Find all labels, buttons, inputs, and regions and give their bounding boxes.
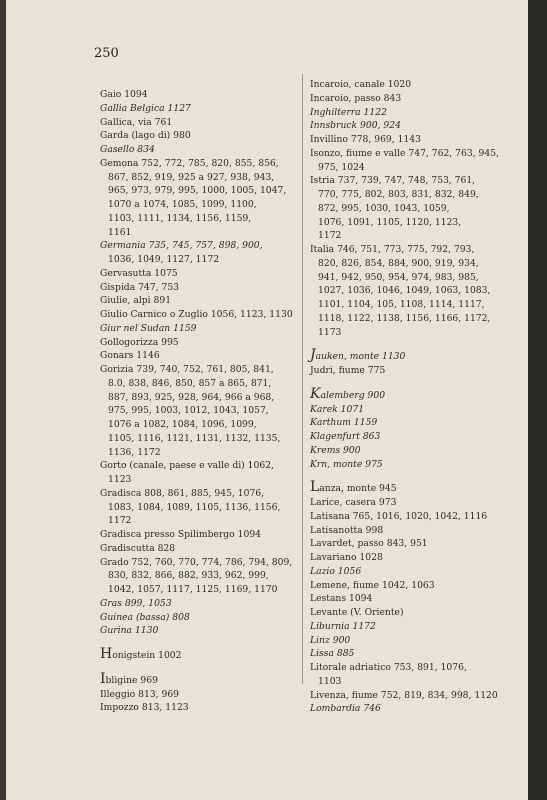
- index-column-right: [310, 78, 506, 716]
- index-line: Istria 737, 739, 747, 748, 753, 761,: [310, 175, 476, 187]
- index-line: 8.0, 838, 846, 850, 857 a 865, 871,: [108, 377, 272, 389]
- index-line: 1123: [108, 474, 132, 485]
- index-line: Italia 746, 751, 773, 775, 792, 793,: [310, 244, 475, 255]
- index-line: Giulio Carnico o Zuglio 1056, 1123, 1130: [100, 309, 293, 320]
- index-line: Latisanotta 998: [310, 524, 384, 536]
- page-edge-shadow: [528, 0, 547, 800]
- index-line: 1136, 1172: [108, 446, 161, 458]
- index-line: Incaroio, passo 843: [310, 92, 402, 104]
- index-line: 1101, 1104, 105, 1108, 1114, 1117,: [318, 299, 485, 310]
- index-line: Lemene, fiume 1042, 1063: [310, 579, 435, 591]
- index-column-left: [100, 88, 296, 715]
- index-line: 1173: [318, 326, 342, 338]
- index-line: Grado 752, 760, 770, 774, 786, 794, 809,: [100, 556, 293, 568]
- index-line: 965, 973, 979, 995, 1000, 1005, 1047,: [108, 185, 287, 197]
- index-line: Gradisca 808, 861, 885, 945, 1076,: [100, 487, 265, 499]
- index-line: Gervasutta 1075: [100, 267, 178, 279]
- index-line: Lavardet, passo 843, 951: [310, 538, 428, 550]
- index-line: Garda (lago di) 980: [100, 130, 191, 142]
- index-line: Innsbruck 900, 924: [310, 120, 401, 132]
- index-line: Lazio 1056: [310, 565, 362, 577]
- index-line: Gaio 1094: [100, 89, 148, 100]
- index-line: Karthum 1159: [310, 417, 378, 429]
- index-line: Guinea (bassa) 808: [100, 611, 190, 623]
- index-line: Krems 900: [310, 444, 361, 456]
- index-line: Impozzo 813, 1123: [100, 702, 189, 714]
- index-line: 941, 942, 950, 954, 974, 983, 985,: [318, 271, 479, 283]
- section-heading-k: Kalemberg 900: [310, 385, 386, 402]
- index-line: Incaroio, canale 1020: [310, 79, 412, 90]
- section-gap: [310, 339, 506, 349]
- index-line: 1172: [108, 515, 132, 527]
- index-line: Gurina 1130: [100, 625, 159, 637]
- index-line: 1042, 1057, 1117, 1125, 1169, 1170: [108, 584, 278, 595]
- index-line: 872, 995, 1030, 1043, 1059,: [318, 202, 450, 214]
- index-line: Inghilterra 1122: [310, 106, 387, 118]
- index-line: Isonzo, fiume e valle 747, 762, 763, 945,: [310, 147, 499, 159]
- index-line: Klagenfurt 863: [310, 431, 381, 442]
- section-gap: [310, 378, 506, 388]
- index-line: 1105, 1116, 1121, 1131, 1132, 1135,: [108, 432, 281, 444]
- index-line: Karek 1071: [310, 403, 365, 415]
- index-line: Gorto (canale, paese e valle di) 1062,: [100, 460, 274, 472]
- index-line: 1027, 1036, 1046, 1049, 1063, 1083,: [318, 285, 491, 297]
- index-line: Giulie, alpi 891: [100, 295, 172, 307]
- index-line: Gollogorizza 995: [100, 336, 179, 348]
- index-line: Gradiscutta 828: [100, 542, 176, 554]
- index-line: 1103, 1111, 1134, 1156, 1159,: [108, 212, 252, 224]
- index-line: 1070 a 1074, 1085, 1099, 1100,: [108, 199, 257, 210]
- index-line: 1083, 1084, 1089, 1105, 1136, 1156,: [108, 501, 281, 513]
- index-line: Lavariano 1028: [310, 552, 383, 563]
- index-line: 1103: [318, 675, 342, 687]
- section-heading-j: Jauken, monte 1130: [310, 347, 406, 364]
- index-line: 975, 1024: [318, 161, 365, 173]
- index-line: Gemona 752, 772, 785, 820, 855, 856,: [100, 157, 279, 169]
- index-line: Liburnia 1172: [310, 620, 376, 632]
- index-line: 867, 852, 919, 925 a 927, 938, 943,: [108, 171, 275, 183]
- index-line: 1118, 1122, 1138, 1156, 1166, 1172,: [318, 312, 491, 324]
- book-page: [6, 0, 528, 800]
- index-line: Levante (V. Oriente): [310, 607, 404, 618]
- index-line: Lissa 885: [310, 648, 355, 660]
- index-line: 1076, 1091, 1105, 1120, 1123,: [318, 216, 462, 228]
- index-line: 1036, 1049, 1127, 1172: [108, 254, 220, 265]
- index-line: Gonars 1146: [100, 350, 160, 362]
- index-line: Linz 900: [310, 634, 351, 646]
- section-heading-h: Honigstein 1002: [100, 646, 182, 662]
- column-divider: [302, 74, 303, 684]
- index-line: Latisana 765, 1016, 1020, 1042, 1116: [310, 510, 488, 522]
- index-line: Gasello 834: [100, 144, 155, 155]
- section-gap: [310, 471, 506, 481]
- index-line: Livenza, fiume 752, 819, 834, 998, 1120: [310, 689, 498, 701]
- page-number: 250: [94, 46, 119, 61]
- index-line: 1161: [108, 226, 132, 238]
- index-line: Lestans 1094: [310, 593, 373, 605]
- index-line: 770, 775, 802, 803, 831, 832, 849,: [318, 189, 479, 200]
- index-line: Gradisca presso Spilimbergo 1094: [100, 529, 262, 540]
- index-line: Krn, monte 975: [310, 458, 383, 470]
- index-line: Gorizia 739, 740, 752, 761, 805, 841,: [100, 364, 274, 375]
- index-line: 820, 826, 854, 884, 900, 919, 934,: [318, 257, 479, 269]
- index-line: Giur nel Sudan 1159: [100, 322, 197, 334]
- index-line: 1172: [318, 230, 342, 242]
- index-line: Germania 735, 745, 757, 898, 900,: [100, 240, 263, 252]
- index-line: Lombardia 746: [310, 703, 381, 715]
- index-line: 975, 995, 1003, 1012, 1043, 1057,: [108, 405, 269, 417]
- index-line: Gallica, via 761: [100, 116, 173, 128]
- index-line: 1076 a 1082, 1084, 1096, 1099,: [108, 419, 257, 430]
- index-line: 830, 832, 866, 882, 933, 962, 999,: [108, 570, 269, 582]
- index-line: 887, 893, 925, 928, 964, 966 a 968,: [108, 391, 275, 403]
- section-heading-i: Ibligine 969: [100, 670, 158, 687]
- section-gap: [100, 663, 296, 673]
- index-line: Invillino 778, 969, 1143: [310, 134, 421, 145]
- section-heading-l: Lanza, monte 945: [310, 479, 397, 496]
- index-line: Larice, casera 973: [310, 497, 397, 508]
- index-line: Litorale adriatico 753, 891, 1076,: [310, 662, 467, 673]
- index-line: Gras 899, 1053: [100, 597, 172, 609]
- index-line: Judri, fiume 775: [310, 365, 386, 376]
- index-line: Gallia Belgica 1127: [100, 102, 191, 114]
- section-gap: [100, 638, 296, 648]
- index-line: Gispida 747, 753: [100, 281, 180, 293]
- index-line: Illeggio 813, 969: [100, 688, 180, 700]
